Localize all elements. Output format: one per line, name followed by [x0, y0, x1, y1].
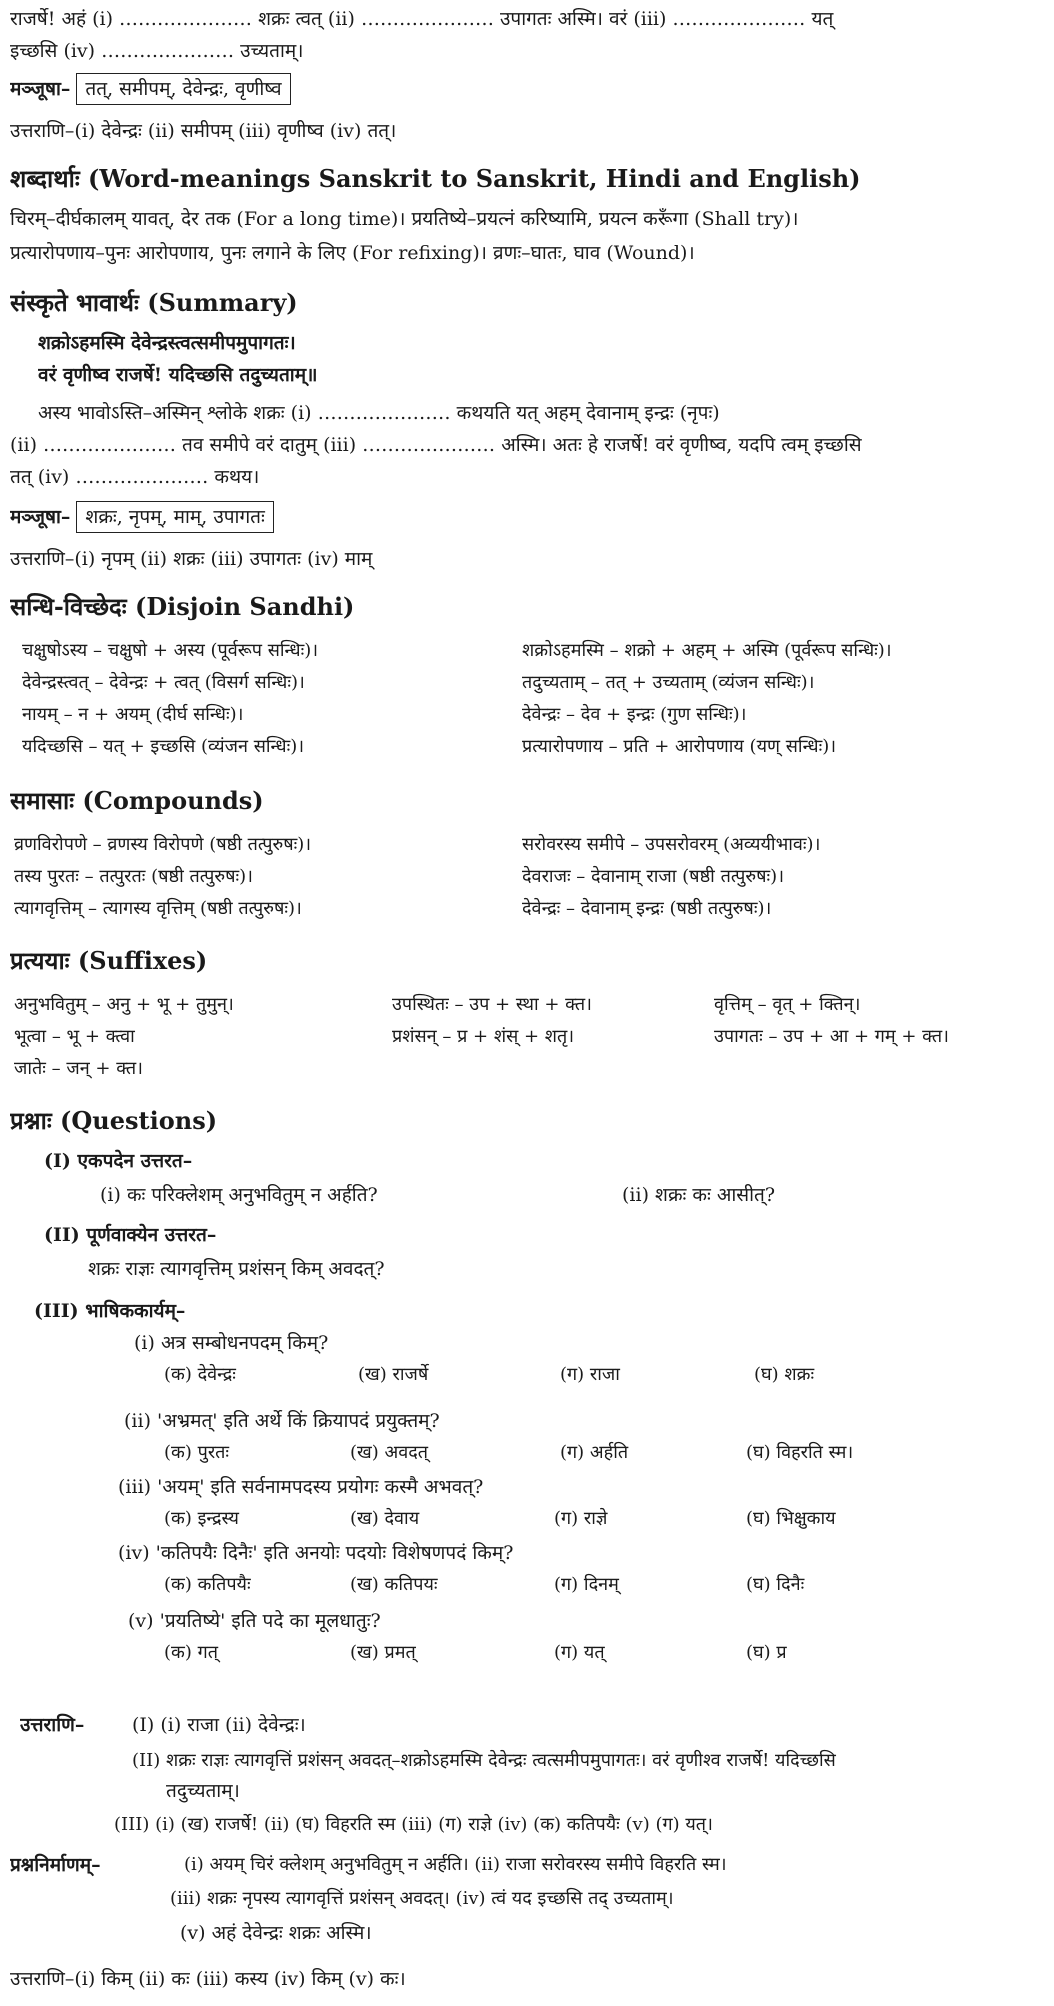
- intro-line-1: राजर्षे! अहं (i) ………………… शक्रः त्वत् (ii) ………………… उपागतः अस्मि। वरं (iii) ………………… यत्: [10, 8, 834, 30]
- summary-answers: उत्तराणि–(i) नृपम् (ii) शक्रः (iii) उपागतः (iv) माम्: [10, 548, 373, 570]
- pratyaya-item: जातेः – जन् + क्त।: [14, 1058, 143, 1079]
- sandhi-item: चक्षुषोऽस्य – चक्षुषो + अस्य (पूर्वरूप सन्धिः)।: [22, 640, 319, 661]
- mcq-option: (ग) राजा: [560, 1364, 620, 1385]
- word-meanings-heading: शब्दार्थाः (Word-meanings Sanskrit to Sanskrit, Hindi and English): [10, 164, 861, 193]
- samasa-heading: समासाः (Compounds): [10, 786, 264, 815]
- mcq-option: (ग) राज्ञे: [554, 1508, 608, 1529]
- mcq-option: (ख) कतिपयः: [350, 1574, 438, 1595]
- sandhi-heading: सन्धि-विच्छेदः (Disjoin Sandhi): [10, 592, 355, 621]
- answer-section-2-line-2: तदुच्यताम्।: [166, 1780, 240, 1802]
- mcq-question: (iii) 'अयम्' इति सर्वनामपदस्य प्रयोगः कस्मै अभवत्?: [118, 1476, 484, 1498]
- answer-section-2-line-1: (II) शक्रः राज्ञः त्यागवृत्तिं प्रशंसन् अवदत्–शक्रोऽहमस्मि देवेन्द्रः त्वत्समीपमुपागतः। वरं वृणीश्व राजर्षे! यदिच्छसि: [132, 1750, 836, 1771]
- samasa-item: तस्य पुरतः – तत्पुरतः (षष्ठी तत्पुरुषः)।: [14, 866, 253, 887]
- mcq-question: (i) अत्र सम्बोधनपदम् किम्?: [134, 1332, 329, 1354]
- sandhi-item: शक्रोऽहमस्मि – शक्रो + अहम् + अस्मि (पूर्वरूप सन्धिः)।: [522, 640, 892, 661]
- mcq-option: (घ) शक्रः: [754, 1364, 815, 1385]
- samasa-table: [14, 830, 1044, 926]
- mcq-option: (ख) अवदत्: [350, 1442, 429, 1463]
- mcq-option: (घ) विहरति स्म।: [746, 1442, 854, 1463]
- mcq-option: (घ) प्र: [746, 1642, 787, 1663]
- intro-manjusha: [10, 72, 1044, 106]
- qf-line-2: (iii) शक्रः नृपस्य त्यागवृत्तिं प्रशंसन् अवदत्। (iv) त्वं यद इच्छसि तद् उच्यताम्।: [170, 1888, 674, 1909]
- sandhi-item: यदिच्छसि – यत् + इच्छसि (व्यंजन सन्धिः)।: [22, 736, 305, 757]
- summary-heading: संस्कृते भावार्थः (Summary): [10, 288, 298, 317]
- mcq-option: (क) इन्द्रस्य: [164, 1508, 239, 1529]
- manjusha-label: मञ्जूषा–: [10, 78, 71, 100]
- mcq-option: (ग) अर्हति: [560, 1442, 629, 1463]
- pratyaya-heading: प्रत्ययाः (Suffixes): [10, 946, 208, 975]
- mcq-question: (ii) 'अभ्रमत्' इति अर्थे किं क्रियापदं प्रयुक्तम्?: [124, 1410, 440, 1432]
- intro-answers: उत्तराणि–(i) देवेन्द्रः (ii) समीपम् (iii) वृणीष्व (iv) तत्।: [10, 120, 397, 142]
- qf-answers: उत्तराणि–(i) किम् (ii) कः (iii) कस्य (iv) किम् (v) कः।: [10, 1968, 406, 1990]
- pratyaya-item: उपागतः – उप + आ + गम् + क्त।: [714, 1026, 949, 1047]
- sandhi-item: तदुच्यताम् – तत् + उच्यताम् (व्यंजन सन्धिः)।: [522, 672, 815, 693]
- samasa-item: त्यागवृत्तिम् – त्यागस्य वृत्तिम् (षष्ठी तत्पुरुषः)।: [14, 898, 302, 919]
- section-3-title: (III) भाषिककार्यम्–: [34, 1300, 186, 1322]
- mcq-option: (क) पुरतः: [164, 1442, 230, 1463]
- intro-line-2: इच्छसि (iv) ………………… उच्यताम्।: [10, 40, 304, 62]
- mcq-option: (घ) भिक्षुकाय: [746, 1508, 836, 1529]
- summary-verse-1: शक्रोऽहमस्मि देवेन्द्रस्त्वत्समीपमुपागतः।: [38, 332, 296, 354]
- word-meanings-line-2: प्रत्यारोपणाय–पुनः आरोपणाय, पुनः लगाने के लिए (For refixing)। व्रणः–घातः, घाव (Wound)।: [10, 242, 695, 264]
- s1-question-2: (ii) शक्रः कः आसीत्?: [622, 1184, 776, 1206]
- mcq-option: (घ) दिनैः: [746, 1574, 805, 1595]
- s2-question-1: शक्रः राज्ञः त्यागवृत्तिम् प्रशंसन् किम् अवदत्?: [88, 1258, 385, 1280]
- summary-line-3: तत् (iv) ………………… कथय।: [10, 466, 260, 488]
- mcq-options: [0, 1640, 1054, 1670]
- section-1-title: (I) एकपदेन उत्तरत–: [44, 1150, 193, 1172]
- answers-label: [20, 1712, 84, 1738]
- mcq-options: [0, 1506, 1054, 1536]
- mcq-options: [0, 1362, 1054, 1392]
- mcq-option: (ग) दिनम्: [554, 1574, 619, 1595]
- pratyaya-item: प्रशंसन् – प्र + शंस् + शतृ।: [392, 1026, 575, 1047]
- qf-line-1: (i) अयम् चिरं क्लेशम् अनुभवितुम् न अर्हति। (ii) राजा सरोवरस्य समीपे विहरति स्म।: [184, 1854, 727, 1875]
- pratyaya-table: [14, 990, 1044, 1086]
- answers-label-text: उत्तराणि–: [20, 1714, 85, 1736]
- s1-question-1: (i) कः परिक्लेशम् अनुभवितुम् न अर्हति?: [100, 1184, 378, 1206]
- sandhi-table: [22, 636, 1044, 766]
- mcq-option: (ग) यत्: [554, 1642, 605, 1663]
- mcq-question: (v) 'प्रयतिष्ये' इति पदे का मूलधातुः?: [128, 1610, 381, 1632]
- answer-section-3: (III) (i) (ख) राजर्षे! (ii) (घ) विहरति स्म (iii) (ग) राज्ञे (iv) (क) कतिपयैः (v) (ग) यत्।: [114, 1814, 713, 1835]
- manjusha-box: तत्, समीपम्, देवेन्द्रः, वृणीष्व: [76, 73, 290, 105]
- mcq-option: (क) कतिपयैः: [164, 1574, 251, 1595]
- summary-line-2: (ii) ………………… तव समीपे वरं दातुम् (iii) ………………… अस्मि। अतः हे राजर्षे! वरं वृणीष्व, यदपि त्वम् इच्छसि: [10, 434, 862, 456]
- mcq-option: (क) देवेन्द्रः: [164, 1364, 236, 1385]
- section-2-title: (II) पूर्णवाक्येन उत्तरत–: [44, 1224, 217, 1246]
- questions-heading: प्रश्नाः (Questions): [10, 1106, 218, 1135]
- pratyaya-item: भूत्वा – भू + क्त्वा: [14, 1026, 135, 1047]
- sandhi-item: देवेन्द्रस्त्वत् – देवेन्द्रः + त्वत् (विसर्ग सन्धिः)।: [22, 672, 305, 693]
- pratyaya-item: उपस्थितः – उप + स्था + क्त।: [392, 994, 592, 1015]
- samasa-item: सरोवरस्य समीपे – उपसरोवरम् (अव्ययीभावः)।: [522, 834, 821, 855]
- mcq-option: (ख) प्रमत्: [350, 1642, 416, 1663]
- question-formation-label: [10, 1852, 101, 1878]
- summary-manjusha: [10, 500, 1044, 534]
- samasa-item: देवेन्द्रः – देवानाम् इन्द्रः (षष्ठी तत्पुरुषः)।: [522, 898, 772, 919]
- manjusha-box: शक्रः, नृपम्, माम्, उपागतः: [76, 501, 273, 533]
- mcq-list: [0, 1330, 1054, 1700]
- mcq-options: [0, 1440, 1054, 1470]
- pratyaya-item: अनुभवितुम् – अनु + भू + तुमुन्।: [14, 994, 234, 1015]
- mcq-option: (क) गत्: [164, 1642, 218, 1663]
- sandhi-item: देवेन्द्रः – देव + इन्द्रः (गुण सन्धिः)।: [522, 704, 747, 725]
- samasa-item: देवराजः – देवानाम् राजा (षष्ठी तत्पुरुषः)।: [522, 866, 785, 887]
- sandhi-item: प्रत्यारोपणाय – प्रति + आरोपणाय (यण् सन्धिः)।: [522, 736, 837, 757]
- question-formation-label-text: प्रश्ननिर्माणम्–: [10, 1854, 101, 1876]
- pratyaya-item: वृत्तिम् – वृत् + क्तिन्।: [714, 994, 861, 1015]
- mcq-option: (ख) देवाय: [350, 1508, 420, 1529]
- sandhi-item: नायम् – न + अयम् (दीर्घ सन्धिः)।: [22, 704, 244, 725]
- word-meanings-line-1: चिरम्–दीर्घकालम् यावत्, देर तक (For a long time)। प्रयतिष्ये–प्रयत्नं करिष्यामि, प्रयत्न करूँगा (Shall try)।: [10, 208, 799, 230]
- mcq-option: (ख) राजर्षे: [358, 1364, 429, 1385]
- summary-verse-2: वरं वृणीष्व राजर्षे! यदिच्छसि तदुच्यताम्॥: [38, 364, 318, 386]
- summary-line-1: अस्य भावोऽस्ति–अस्मिन् श्लोके शक्रः (i) ………………… कथयति यत् अहम् देवानाम् इन्द्रः (नृपः): [38, 402, 720, 424]
- answer-section-1: (I) (i) राजा (ii) देवेन्द्रः।: [132, 1714, 306, 1736]
- mcq-options: [0, 1572, 1054, 1602]
- qf-line-3: (v) अहं देवेन्द्रः शक्रः अस्मि।: [180, 1922, 372, 1944]
- samasa-item: व्रणविरोपणे – व्रणस्य विरोपणे (षष्ठी तत्पुरुषः)।: [14, 834, 312, 855]
- manjusha-label: मञ्जूषा–: [10, 506, 71, 528]
- mcq-question: (iv) 'कतिपयैः दिनैः' इति अनयोः पदयोः विशेषणपदं किम्?: [118, 1542, 514, 1564]
